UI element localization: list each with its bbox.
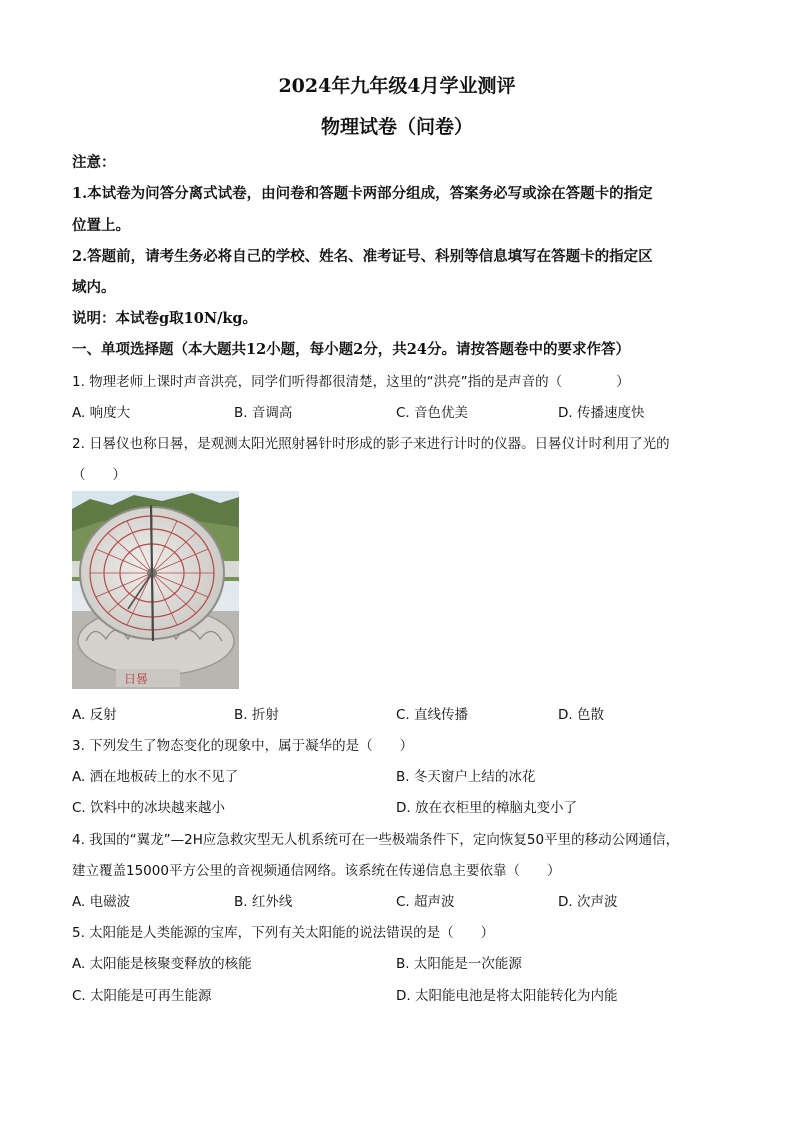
question-2-stem-cont: （ ） [72,467,126,483]
note-2-line-2: 域内。 [72,279,116,296]
q3-option-d: D. 放在衣柜里的樟脑丸变小了 [396,800,577,816]
q4-option-b: B. 红外线 [234,894,293,910]
question-3-stem: 3. 下列发生了物态变化的现象中，属于凝华的是（ ） [72,738,414,754]
q2-option-c: C. 直线传播 [396,707,469,723]
q1-option-d: D. 传播速度快 [558,405,645,421]
q5-option-d: D. 太阳能电池是将太阳能转化为内能 [396,988,618,1004]
q5-option-c: C. 太阳能是可再生能源 [72,988,212,1004]
question-4-stem: 4. 我国的“翼龙”—2H应急救灾型无人机系统可在一些极端条件下，定向恢复50平里的移动公网通信， [72,832,680,848]
question-4-stem-cont: 建立覆盖15000平方公里的音视频通信网络。该系统在传递信息主要依靠（ ） [72,863,561,879]
notes-heading: 注意： [72,154,116,171]
question-5-stem: 5. 太阳能是人类能源的宝库，下列有关太阳能的说法错误的是（ ） [72,925,495,941]
q3-option-c: C. 饮料中的冰块越来越小 [72,800,226,816]
note-1-line-2: 位置上。 [72,217,130,234]
sundial-image [72,491,239,689]
q3-option-a: A. 洒在地板砖上的水不见了 [72,769,239,785]
page-subtitle: 物理试卷（问卷） [320,116,473,138]
q4-option-a: A. 电磁波 [72,894,131,910]
q3-option-b: B. 冬天窗户上结的冰花 [396,769,536,785]
q2-option-b: B. 折射 [234,707,279,723]
note-1-line-1: 1.本试卷为问答分离式试卷，由问卷和答题卡两部分组成，答案务必写或涂在答题卡的指定 [72,185,653,202]
q1-option-b: B. 音调高 [234,405,293,421]
section-heading: 一、单项选择题（本大题共12小题，每小题2分，共24分。请按答题卷中的要求作答） [72,341,630,358]
question-1-stem: 1. 物理老师上课时声音洪亮，同学们听得都很清楚，这里的“洪亮”指的是声音的（ ） [72,374,630,390]
q2-option-a: A. 反射 [72,707,117,723]
q1-option-c: C. 音色优美 [396,405,469,421]
q4-option-d: D. 次声波 [558,894,618,910]
q4-option-c: C. 超声波 [396,894,455,910]
q5-option-b: B. 太阳能是一次能源 [396,956,522,972]
q5-option-a: A. 太阳能是核聚变释放的核能 [72,956,252,972]
q2-option-d: D. 色散 [558,707,604,723]
question-2-stem: 2. 日晷仪也称日晷，是观测太阳光照射晷针时形成的影子来进行计时的仪器。日晷仪计时利用了光的 [72,436,670,452]
note-description: 说明：本试卷g取10N/kg。 [72,310,258,327]
note-2-line-1: 2.答题前，请考生务必将自己的学校、姓名、准考证号、科别等信息填写在答题卡的指定区 [72,248,653,265]
sundial-caption: 日晷 [124,672,149,686]
page-title: 2024年九年级4月学业测评 [278,75,516,97]
q1-option-a: A. 响度大 [72,405,131,421]
